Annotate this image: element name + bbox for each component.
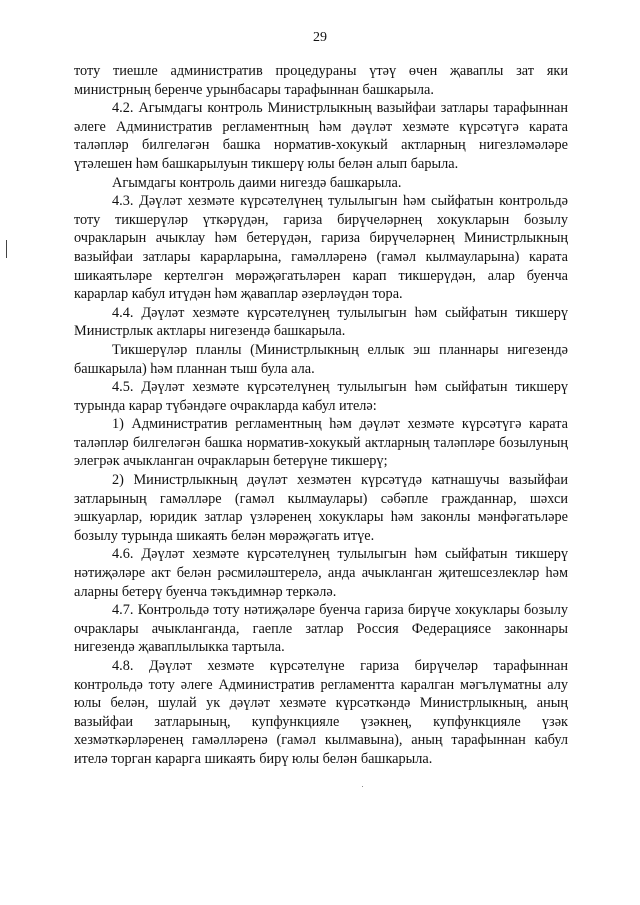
paragraph-4-6: 4.6. Дәүләт хезмәте күрсәтелүнең тулылыгын һәм сыйфатын тикшерү нәтиҗәләре акт белән рәсмиләштерелә, анда ачыкланган җитешсезлекләр һәм аларны бетерү буенча тәкъдимнәр теркәлә. — [74, 546, 568, 600]
list-item-1: 1) Административ регламентның һәм дәүләт хезмәте күрсәтүгә карата таләпләр билгеләгән башка норматив-хокукый актларның таләпләре бозылуның элегрәк ачыкланган очракларын бетерүне тикшерү; — [74, 416, 568, 470]
page-number: 29 — [313, 30, 327, 45]
scan-speck — [362, 786, 363, 787]
paragraph-4-3: 4.3. Дәүләт хезмәте күрсәтелүнең тулылыгын һәм сыйфатын контрольдә тоту тикшерүләр үткәрүдән, гариза бирүчеләрнең хокукларын бозылу очракларын ачыклау һәм бетерүдән, гариза бирүчеләрнең Министрлыкның вазыйфаи затлары карарларына, гамәлләренә (гамәл кылмауларына) карата шикаятьләре кертелгән мөрәҗәгатьләрен карап тикшерүдән, алар буенча карарлар кабул итүдән һәм җаваплар әзерләүдән тора. — [74, 193, 568, 303]
paragraph-current-control: Агымдагы контроль даими нигездә башкарыла. — [112, 174, 402, 191]
paragraph-continuation: тоту тиешле административ процедураны үтәү өчен җаваплы зат яки министрның беренче урынбасары тарафыннан башкарыла. — [74, 63, 568, 98]
list-item-2: 2) Министрлыкның дәүләт хезмәтен күрсәтүдә катнашучы вазыйфаи затларының гамәлләре (гамәл кылмаулары) сәбәпле гражданнар, шәхси эшкуарлар, юридик затлар үзләренең хокуклары һәм законлы мәнфәгатьләре бозылу турында шикаять белән мөрәҗәгать итүе. — [74, 472, 568, 544]
paragraph-4-2: 4.2. Агымдагы контроль Министрлыкның вазыйфаи затлары тарафыннан әлеге Административ регламентның һәм дәүләт хезмәте күрсәтүгә карата таләпләр билгеләгән башка норматив-хокукый актларның нигезләмәләре үтәлешен һәм башкарылуын тикшерү юлы белән алып барыла. — [74, 100, 568, 172]
paragraph-4-4: 4.4. Дәүләт хезмәте күрсәтелүнең тулылыгын һәм сыйфатын тикшерү Министрлык актлары нигезендә башкарыла. — [74, 304, 568, 340]
paragraph-inspections: Тикшерүләр планлы (Министрлыкның еллык эш планнары нигезендә башкарыла) һәм планнан тыш була ала. — [74, 341, 568, 377]
paragraph-4-7: 4.7. Контрольдә тоту нәтиҗәләре буенча гариза бирүче хокуклары бозылу очраклары ачыкланганда, гаепле затлар Россия Федерациясе законнары нигезендә җаваплылыкка тартыла. — [74, 602, 568, 656]
paragraph-4-8: 4.8. Дәүләт хезмәте күрсәтелүне гариза бирүчеләр тарафыннан контрольдә тоту әлеге Административ регламентта каралган мәгълүматны алу юлы белән, шулай ук дәүләт хезмәте күрсәткәндә Министрлыкның, аның вазыйфаи затларының, купфункцияле үзәкнең, купфункцияле үзәк хезмәткәрләренең гамәлләренә (гамәл кылмавына), аның тарафыннан кабул ителә торган карарга шикаять бирү юлы белән башкарыла. — [74, 658, 568, 767]
paragraph-4-5: 4.5. Дәүләт хезмәте күрсәтелүнең тулылыгын һәм сыйфатын тикшерү турында карар түбәндәге очракларда кабул ителә: — [74, 379, 568, 414]
document-body — [74, 62, 568, 769]
margin-mark — [6, 240, 7, 258]
